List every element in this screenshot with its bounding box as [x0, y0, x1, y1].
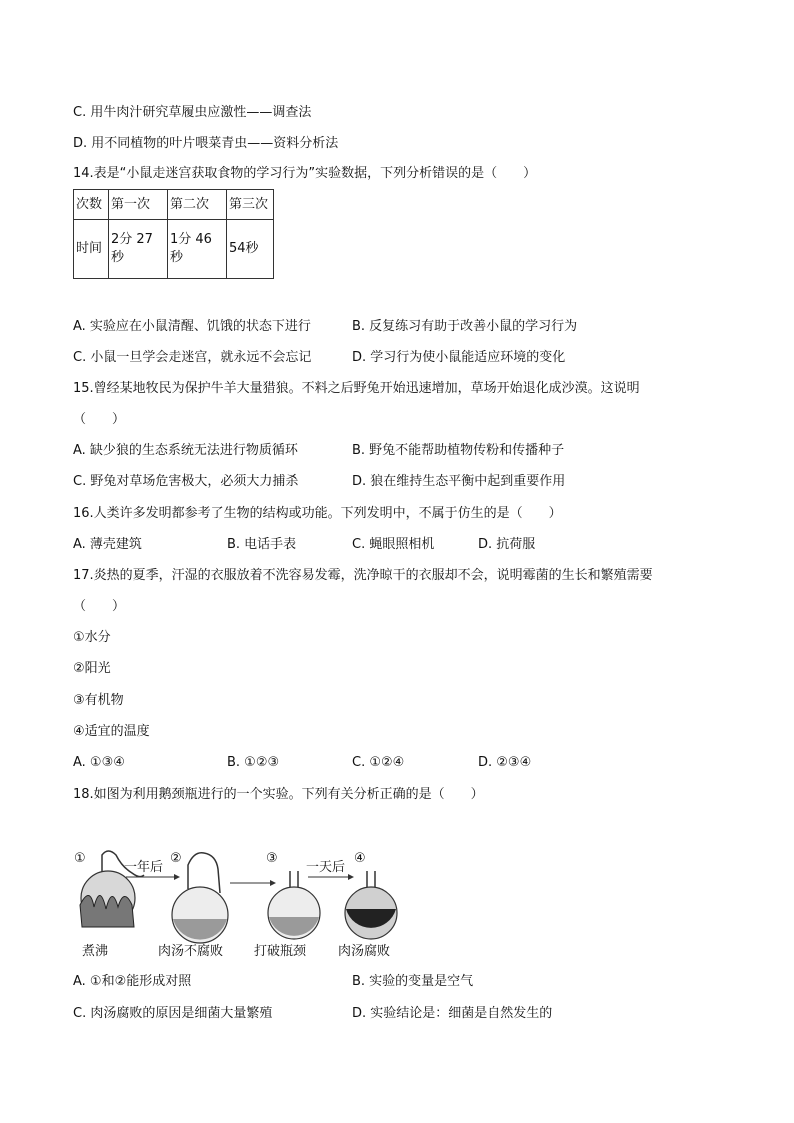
- q15-option-a[interactable]: A. 缺少狼的生态系统无法进行物质循环: [73, 443, 298, 458]
- q18-option-c[interactable]: C. 肉汤腐败的原因是细菌大量繁殖: [73, 1006, 273, 1021]
- q16-option-a[interactable]: A. 薄壳建筑: [73, 537, 142, 552]
- caption-spoiled: 肉汤腐败: [338, 944, 391, 959]
- caption-boil: 煮沸: [82, 944, 109, 959]
- q17-item: ②阳光: [73, 661, 111, 676]
- arrow-label-one-year: 一年后: [124, 860, 164, 875]
- q15-option-d[interactable]: D. 狼在维持生态平衡中起到重要作用: [352, 474, 566, 489]
- q13-option-c: C. 用牛肉汁研究草履虫应激性——调查法: [73, 105, 312, 120]
- q14-option-d[interactable]: D. 学习行为使小鼠能适应环境的变化: [352, 350, 566, 365]
- table-cell: 2分 27秒: [109, 220, 168, 279]
- marker-1: ①: [74, 851, 86, 866]
- table-cell: 时间: [74, 220, 109, 279]
- q17-answer-paren: （ ）: [73, 599, 126, 614]
- table-header-cell: 第一次: [109, 190, 168, 220]
- swan-neck-flask-diagram: [70, 845, 410, 965]
- caption-not-spoiled: 肉汤不腐败: [158, 944, 224, 959]
- q18-option-b[interactable]: B. 实验的变量是空气: [352, 974, 474, 989]
- flask-4-spoiled: [338, 851, 397, 959]
- arrow-one-day: [306, 860, 354, 880]
- q14-stem: 14.表是“小鼠走迷宫获取食物的学习行为”实验数据，下列分析错误的是（ ）: [73, 166, 537, 181]
- marker-3: ③: [266, 851, 278, 866]
- arrow-to-broken-neck: [230, 880, 276, 886]
- arrow-label-one-day: 一天后: [306, 860, 346, 875]
- table-header-cell: 第三次: [227, 190, 274, 220]
- table-row: [74, 220, 274, 279]
- table-header-cell: 第二次: [168, 190, 227, 220]
- q17-option-d[interactable]: D. ②③④: [478, 755, 532, 770]
- q17-option-a[interactable]: A. ①③④: [73, 755, 125, 770]
- flask-2-not-spoiled: [158, 851, 228, 959]
- q14-option-c[interactable]: C. 小鼠一旦学会走迷宫，就永远不会忘记: [73, 350, 312, 365]
- q15-option-c[interactable]: C. 野兔对草场危害极大，必须大力捕杀: [73, 474, 299, 489]
- marker-2: ②: [170, 851, 182, 866]
- q17-option-c[interactable]: C. ①②④: [352, 755, 405, 770]
- q14-data-table: [73, 189, 274, 279]
- q16-option-c[interactable]: C. 蝇眼照相机: [352, 537, 435, 552]
- table-cell: 1分 46秒: [168, 220, 227, 279]
- q16-option-b[interactable]: B. 电话手表: [227, 537, 297, 552]
- table-header-row: [74, 190, 274, 220]
- caption-broken-neck: 打破瓶颈: [254, 944, 307, 959]
- table-header-cell: 次数: [74, 190, 109, 220]
- q16-stem: 16.人类许多发明都参考了生物的结构或功能。下列发明中，不属于仿生的是（ ）: [73, 506, 562, 521]
- q17-option-b[interactable]: B. ①②③: [227, 755, 280, 770]
- table-cell: 54秒: [227, 220, 274, 279]
- q18-option-d[interactable]: D. 实验结论是：细菌是自然发生的: [352, 1006, 553, 1021]
- q17-item: ④适宜的温度: [73, 724, 150, 739]
- q17-item: ①水分: [73, 630, 111, 645]
- q15-option-b[interactable]: B. 野兔不能帮助植物传粉和传播种子: [352, 443, 565, 458]
- q13-option-d: D. 用不同植物的叶片喂菜青虫——资料分析法: [73, 136, 339, 151]
- marker-4: ④: [354, 851, 366, 866]
- q14-option-a[interactable]: A. 实验应在小鼠清醒、饥饿的状态下进行: [73, 319, 311, 334]
- q15-stem: 15.曾经某地牧民为保护牛羊大量猎狼。不料之后野兔开始迅速增加，草场开始退化成沙漠。这说明: [73, 381, 640, 396]
- q15-answer-paren: （ ）: [73, 412, 126, 427]
- q16-option-d[interactable]: D. 抗荷服: [478, 537, 536, 552]
- q18-option-a[interactable]: A. ①和②能形成对照: [73, 974, 192, 989]
- q18-stem: 18.如图为利用鹅颈瓶进行的一个实验。下列有关分析正确的是（ ）: [73, 787, 484, 802]
- q14-option-b[interactable]: B. 反复练习有助于改善小鼠的学习行为: [352, 319, 578, 334]
- q17-item: ③有机物: [73, 693, 124, 708]
- q17-stem: 17.炎热的夏季，汗湿的衣服放着不洗容易发霉，洗净晾干的衣服却不会，说明霉菌的生长和繁殖需要: [73, 568, 653, 583]
